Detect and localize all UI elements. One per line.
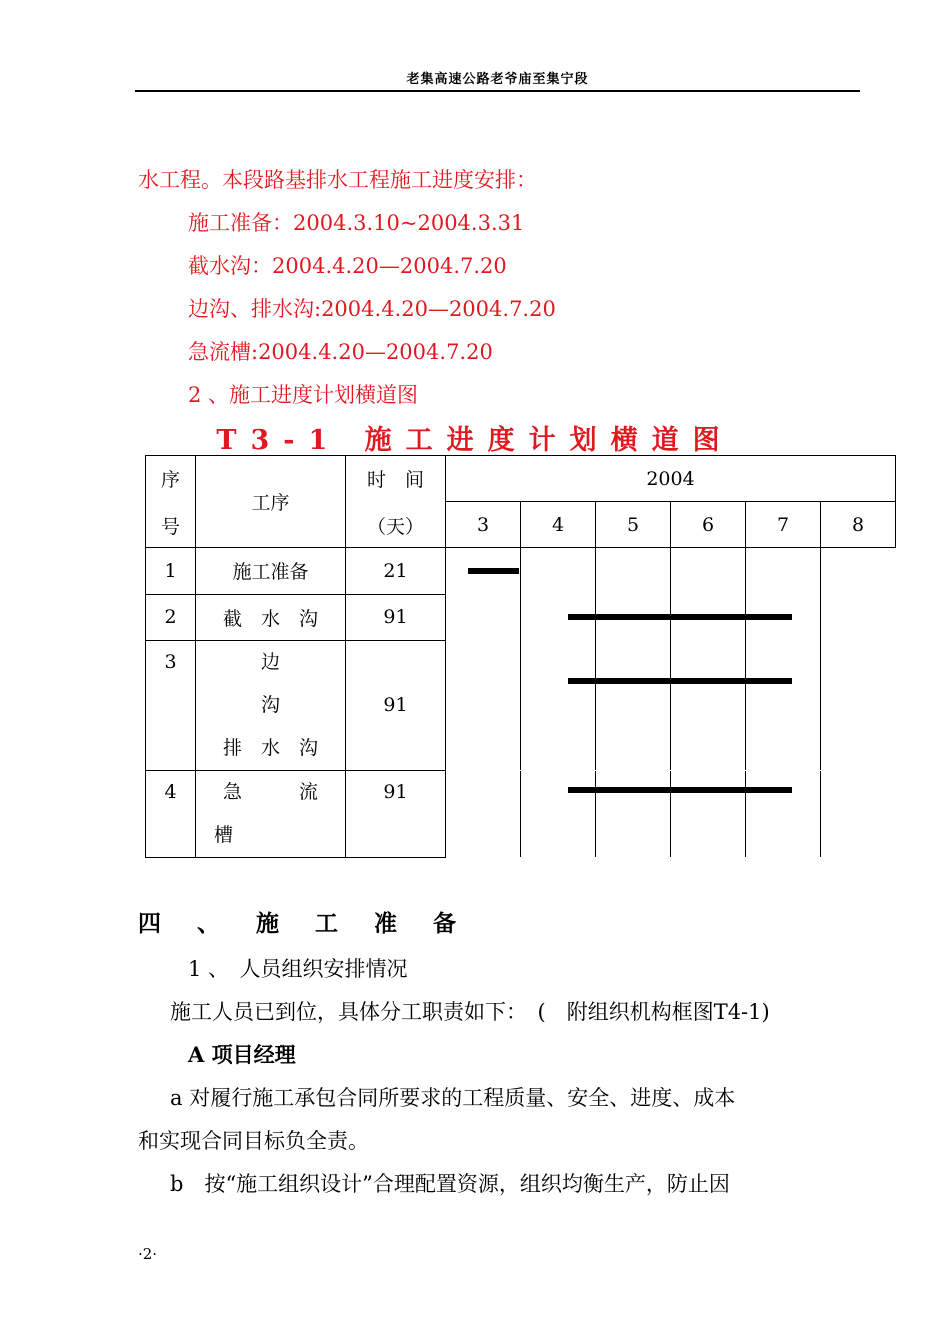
row-process: 施工准备: [196, 548, 346, 595]
paragraph-a2: 和实现合同目标负全责。: [138, 1129, 369, 1153]
header-month-7: 7: [746, 502, 821, 548]
paragraph-b: b 按“施工组织设计”合理配置资源，组织均衡生产，防止因: [170, 1172, 730, 1196]
red-line-6: 2 、施工进度计划横道图: [188, 383, 419, 407]
row-no: 4: [146, 770, 196, 857]
gantt-bar: [568, 678, 791, 684]
row-no: 2: [146, 594, 196, 640]
paragraph-1: 施工人员已到位，具体分工职责如下： ( 附组织机构框图T4-1): [170, 1000, 770, 1024]
red-line-1: 水工程。本段路基排水工程施工进度安排：: [138, 168, 537, 192]
header-duration-2: （天）: [366, 515, 424, 538]
red-line-4: 边沟、排水沟:2004.4.20—2004.7.20: [188, 297, 556, 321]
row-process-line: 排 水 沟: [222, 736, 318, 759]
header-month-8: 8: [821, 502, 896, 548]
table-row: [146, 770, 896, 857]
table-title: T3-1 施工进度计划横道图: [216, 425, 734, 456]
header-seq-1: 序: [160, 468, 180, 491]
row-process: [196, 770, 346, 857]
header-rule: [135, 90, 860, 92]
table-row: [146, 594, 896, 640]
running-header: 老集高速公路老爷庙至集宁段: [406, 72, 589, 87]
gantt-bar: [568, 787, 791, 793]
row-days: 21: [346, 548, 446, 595]
red-line-5: 急流槽:2004.4.20—2004.7.20: [188, 340, 493, 364]
header-month-3: 3: [446, 502, 521, 548]
row-no: 1: [146, 548, 196, 595]
timeline-cell: [446, 640, 896, 770]
header-month-6: 6: [671, 502, 746, 548]
gantt-bar: [468, 568, 519, 574]
header-month-4: 4: [521, 502, 596, 548]
row-no: 3: [146, 640, 196, 770]
row-process-line: 急 流: [222, 780, 318, 803]
gantt-table: [145, 455, 896, 858]
timeline-cell: [446, 594, 896, 640]
table-row: [146, 548, 896, 595]
header-seq-2: 号: [160, 515, 180, 538]
row-process: 截 水 沟: [196, 594, 346, 640]
header-month-5: 5: [596, 502, 671, 548]
row-days: 91: [346, 640, 446, 770]
row-days: 91: [346, 594, 446, 640]
header-duration-1: 时 间: [366, 468, 424, 491]
header-year: 2004: [446, 456, 896, 502]
page-number: ·2·: [138, 1245, 158, 1263]
row-days: 91: [346, 770, 446, 857]
row-process-line: 槽: [214, 823, 234, 846]
row-process-line: 边: [260, 650, 280, 673]
header-seq: [146, 456, 196, 548]
row-process: [196, 640, 346, 770]
red-line-2: 施工准备：2004.3.10~2004.3.31: [188, 211, 525, 235]
gantt-bar: [568, 614, 791, 620]
timeline-cell: [446, 548, 896, 595]
table-row: [146, 640, 896, 770]
subheading-1: 1 、 人员组织安排情况: [188, 957, 408, 981]
subheading-a: A 项目经理: [188, 1042, 296, 1067]
header-duration: [346, 456, 446, 548]
paragraph-a1: a 对履行施工承包合同所要求的工程质量、安全、进度、成本: [170, 1086, 736, 1110]
timeline-cell: [446, 770, 896, 857]
section-heading: 四 、 施 工 准 备: [138, 910, 471, 937]
red-line-3: 截水沟：2004.4.20—2004.7.20: [188, 254, 507, 278]
header-process: 工序: [196, 456, 346, 548]
row-process-line: 沟: [260, 693, 280, 716]
